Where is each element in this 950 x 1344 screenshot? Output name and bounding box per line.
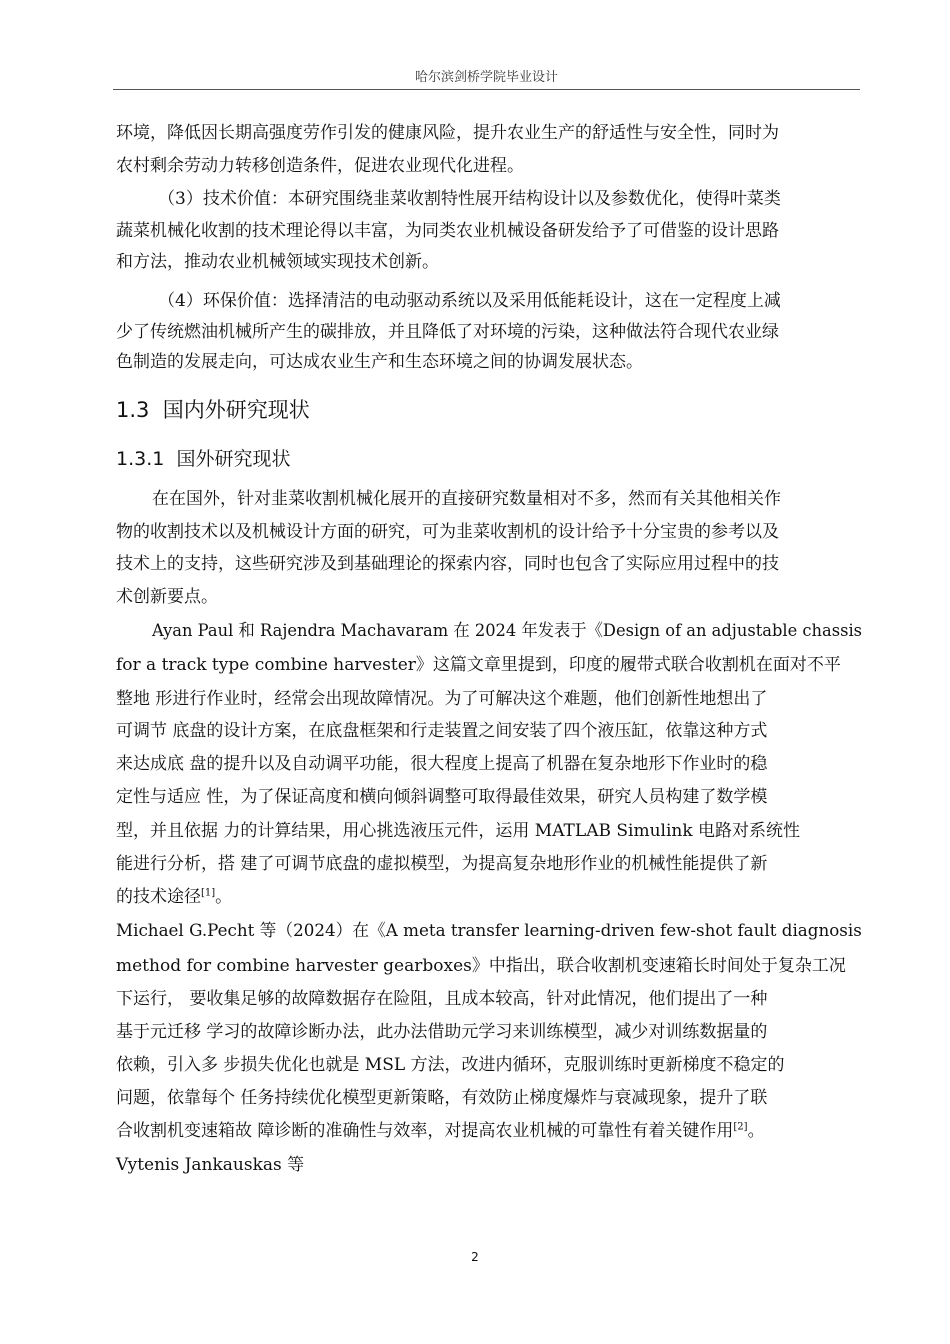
text-fragment: 合收割机变速箱故 障诊断的准确性与效率，对提高农业机械的可靠性有着关键作用: [116, 1121, 734, 1141]
citation-ref[interactable]: [2]: [733, 1121, 748, 1133]
text-line: 物的收割技术以及机械设计方面的研究，可为韭菜收割机的设计给予十分宝贵的参考以及: [116, 522, 779, 542]
text-line: 依赖，引入多 步损失优化也就是 MSL 方法，改进内循环，克服训练时更新梯度不稳定的: [116, 1055, 785, 1075]
text-line: 来达成底 盘的提升以及自动调平功能，很大程度上提高了机器在复杂地形下作业时的稳: [116, 754, 768, 774]
text-line: 下运行， 要收集足够的故障数据存在险阻，且成本较高，针对此情况，他们提出了一种: [116, 989, 768, 1009]
text-line: 型，并且依据 力的计算结果，用心挑选液压元件，运用 MATLAB Simulink 电路对系统性: [116, 821, 801, 841]
text-line: （4）环保价值：选择清洁的电动驱动系统以及采用低能耗设计，这在一定程度上减: [158, 291, 781, 311]
page-header: 哈尔滨剑桥学院毕业设计: [414, 70, 558, 85]
text-line: 能进行分析，搭 建了可调节底盘的虚拟模型，为提高复杂地形作业的机械性能提供了新: [116, 854, 768, 874]
text-line: Michael G.Pecht 等（2024）在《A meta transfer learning-driven few-shot fault diagnosis: [116, 921, 862, 941]
section-heading: [116, 394, 310, 424]
subsection-number: 1.3.1: [116, 448, 165, 470]
text-line: 技术上的支持，这些研究涉及到基础理论的探索内容，同时也包含了实际应用过程中的技: [116, 554, 779, 574]
section-number: 1.3: [116, 398, 150, 422]
subsection-heading: [116, 444, 290, 471]
text-line: Ayan Paul 和 Rajendra Machavaram 在 2024 年发表于《Design of an adjustable chassis: [152, 621, 863, 641]
text-line: 问题，依靠每个 任务持续优化模型更新策略，有效防止梯度爆炸与衰减现象，提升了联: [116, 1088, 768, 1108]
text-line: 术创新要点。: [116, 587, 218, 607]
text-fragment: 。: [215, 887, 233, 907]
text-line: for a track type combine harvester》这篇文章里提到，印度的履带式联合收割机在面对不平: [116, 655, 841, 675]
text-line: 可调节 底盘的设计方案，在底盘框架和行走装置之间安装了四个液压缸，依靠这种方式: [116, 721, 768, 741]
text-line: 在在国外，针对韭菜收割机械化展开的直接研究数量相对不多，然而有关其他相关作: [152, 489, 781, 509]
text-line: 定性与适应 性，为了保证高度和横向倾斜调整可取得最佳效果，研究人员构建了数学模: [116, 787, 768, 807]
page-number: 2: [471, 1250, 479, 1264]
text-line: [116, 886, 232, 908]
text-line: 少了传统燃油机械所产生的碳排放，并且降低了对环境的污染，这种做法符合现代农业绿: [116, 322, 779, 342]
text-line: 整地 形进行作业时，经常会出现故障情况。为了可解决这个难题，他们创新性地想出了: [116, 689, 768, 709]
text-line: 蔬菜机械化收割的技术理论得以丰富，为同类农业机械设备研发给予了可借鉴的设计思路: [116, 221, 779, 241]
header-rule: [113, 89, 860, 90]
section-title: 国内外研究现状: [162, 398, 310, 422]
text-line: method for combine harvester gearboxes》中指出，联合收割机变速箱长时间处于复杂工况: [116, 956, 846, 976]
text-line: 色制造的发展走向，可达成农业生产和生态环境之间的协调发展状态。: [116, 352, 643, 372]
text-line: 农村剩余劳动力转移创造条件，促进农业现代化进程。: [116, 156, 524, 176]
text-line: [116, 1120, 765, 1142]
text-fragment: 。: [747, 1121, 765, 1141]
citation-ref[interactable]: [1]: [201, 887, 216, 899]
text-line: （3）技术价值：本研究围绕韭菜收割特性展开结构设计以及参数优化，使得叶菜类: [158, 189, 781, 209]
text-line: 基于元迁移 学习的故障诊断办法，此办法借助元学习来训练模型，减少对训练数据量的: [116, 1022, 768, 1042]
text-line: 环境，降低因长期高强度劳作引发的健康风险，提升农业生产的舒适性与安全性，同时为: [116, 123, 779, 143]
text-line: 和方法，推动农业机械领域实现技术创新。: [116, 252, 439, 272]
paragraph-vytenis: Vytenis Jankauskas 等: [116, 1155, 305, 1175]
subsection-title: 国外研究现状: [176, 448, 291, 470]
text-fragment: 的技术途径: [116, 887, 201, 907]
